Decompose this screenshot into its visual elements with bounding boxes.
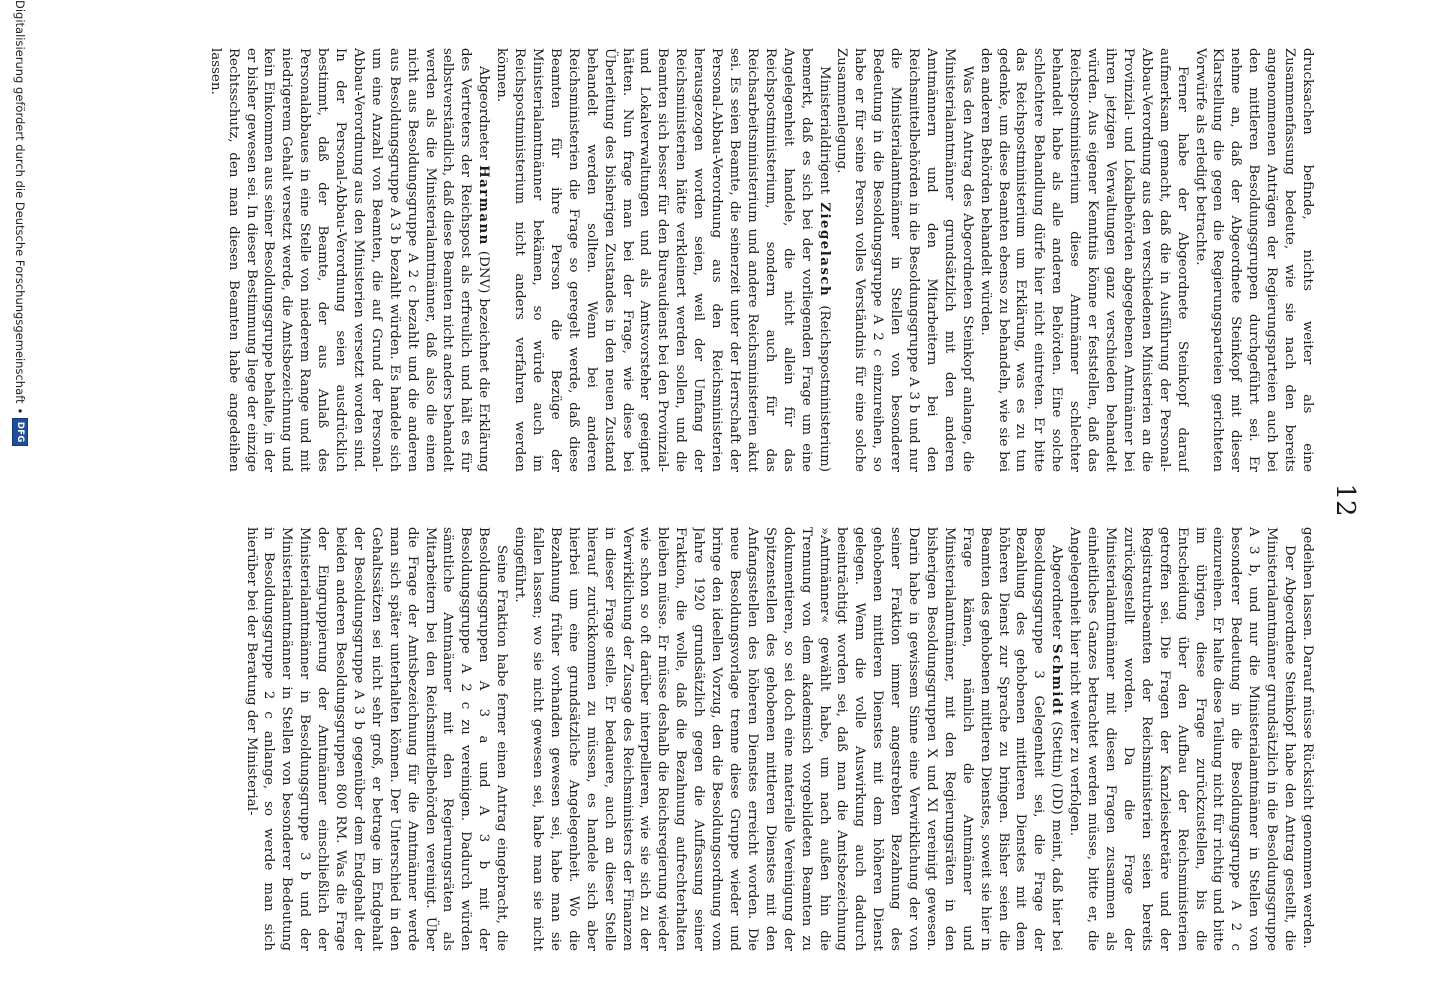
paragraph: Der Abgeordnete Steinkopf habe den Antrag gestellt, die Ministerialamtmänner grundsätzlich in die Besoldungsgruppe A 3 b, und nur die Ministerialamtmänner in Stellen von besonderer Bedeutung in die Besoldungsgruppe A 2 c einzureihen. Er halte diese Teilung nicht für richtig und bitte im übrigen, diese Frage zurückzustellen, bis die Entscheidung über den Aufbau der Reichsministerien getroffen sei. Die Fragen der Kanzleisekretäre und der Registraturbeamten der Reichsministerien seien bereits zurückgestellt worden. Da die Frage der Ministerialamtmänner mit diesen Fragen zusammen als einheitliches Ganzes betrachtet werden müsse, bitte er, die Angelegenheit hier nicht weiter zu verfolgen.	[1067, 527, 1298, 951]
speaker-name: Harmann	[476, 165, 492, 246]
left-column	[141, 48, 1316, 472]
dfg-logo-icon: DFG	[12, 418, 28, 446]
speaker-title: Abgeordneter	[476, 66, 492, 160]
speaker-title: Ministerialdirigent	[816, 66, 832, 195]
footer-separator: •	[13, 407, 27, 415]
paragraph: gedeihen lassen. Darauf müsse Rücksicht genommen werden.	[1300, 527, 1315, 949]
paragraph: Was den Antrag des Abgeordneten Steinkopf anlange, die Ministerialamtmänner grundsätzlich mit den anderen Amtmännern und den Mitarbeitern bei den Reichsmittelbehörden in die Besoldungsgruppe A 3 b und nur die Ministerialamtmänner in Stellen von besonderer Bedeutung in die Besoldungsgruppe A 2 c einzureihen, so habe er für seine Person volles Verständnis für eine solche Zusammenlegung.	[834, 48, 975, 472]
paragraph	[492, 48, 832, 472]
paragraph: drucksachen befinde, nichts weiter als eine Zusammenfassung bedeute, wie sie nach den bereits angenommenen Anträgen der Regierungsparteien auch bei den mittleren Besoldungsgruppen durchgeführt sei. Er nehme an, daß der Abgeordnete Steinkopf mit dieser Klarstellung die gegen die Regierungsparteien gerichteten Vorwürfe als erledigt betrachte.	[1192, 48, 1315, 472]
right-column	[141, 527, 1316, 951]
speaker-name: Schmidt	[1049, 643, 1065, 717]
footer-text: Digitalisierung gefördert durch die Deutsche Forschungsgemeinschaft	[13, 0, 27, 404]
paragraph: Seine Fraktion habe ferner einen Antrag eingebracht, die Besoldungsgruppen A 3 a und A 3 b mit der Besoldungsgruppe A 2 c zu vereinigen. Dadurch würden sämtliche Amtmänner mit den Regierungsräten als Mitarbeitern bei den Reichsmittelbehörden vereinigt. Über die Frage der Amtsbezeichnung für die Amtmänner werde man sich später unterhalten können. Der Unterschied in den Gehaltssätzen sei nicht sehr groß, er betrage im Endgehalt der Besoldungsgruppe A 3 b gegenüber dem Endgehalt der beiden anderen Besoldungsgruppen 800 RM. Was die Frage der Eingruppierung der Amtmänner einschließlich der Ministerialamtmänner in Besoldungsgruppe 3 b und der Ministerialamtmänner in Stellen von besonderer Bedeutung in Besoldungsgruppe 2 c anlange, so werde man sich hierüber bei der Beratung der Ministerial-	[243, 527, 510, 951]
speaker-title: Abgeordneter	[1049, 545, 1065, 639]
digitization-footer	[8, 0, 32, 446]
paragraph-text: (Reichspostministerium) bemerkt, daß es sich bei der vorliegenden Frage um eine Angelegenheit handele, die nicht allein für das Reichspostministerium, sondern auch für das Reichsarbeitsministerium und andere Reichsministerien akut sei. Es seien Beamte, die seinerzeit unter der Herrschaft der Personal-Abbau-Verordnung aus den Reichsministerien herausgezogen worden seien, weil der Umfang der Reichsministerien hätte verkleinert werden sollen, und die Beamten sich besser für den Bureaudienst bei den Provinzial- und Lokalverwaltungen und als Amtsvorsteher geeignet hätten. Nun frage man bei der Frage, wie diese bei Überleitung des bisherigen Zustandes in den neuen Zustand behandelt werden sollten. Wenn bei anderen Reichsministerien die Frage so geregelt werde, daß diese Beamten für ihre Person die Bezüge der Ministerialamtmänner bekämen, so würde auch im Reichspostministerium nicht anders verfahren werden können.	[494, 48, 832, 472]
paragraph	[510, 527, 1065, 951]
paragraph: Ferner habe der Abgeordnete Steinkopf darauf aufmerksam gemacht, daß die in Ausführung der Personal-Abbau-Verordnung aus den verschiedenen Ministerien an die Provinzial- und Lokalbehörden abgegebenen Amtmänner bei ihren jetzigen Verwaltungen ganz verschieden behandelt würden. Aus eigener Kenntnis könne er feststellen, daß das Reichspostministerium diese Amtmänner schlechter behandelt habe als alle anderen Behörden. Eine solche schlechtere Behandlung dürfe hier nicht eintreten. Er bitte das Reichspostministerium um Erklärung, was es zu tun gedenke, um diese Beamten ebenso zu behandeln, wie sie bei den anderen Behörden behandelt würden.	[977, 48, 1190, 472]
page-number: 12	[1330, 483, 1360, 517]
paragraph-text: (Stettin) (DD) meint, daß hier bei Besoldungsgruppe 3 Gelegenheit sei, die Frage der Bezahlung des gehobenen mittleren Dienstes mit dem höheren Dienst zur Sprache zu bringen. Bisher seien die Beamten des gehobenen mittleren Dienstes, soweit sie hier in Frage kämen, nämlich die Amtmänner und Ministerialamtmänner, mit den Regierungsräten in den bisherigen Besoldungsgruppen X und XI vereinigt gewesen. Darin habe in gewissem Sinne eine Verwirklichung der von seiner Fraktion immer angestrebten Bezahnung des gehobenen mittleren Dienstes mit dem höheren Dienst gelegen. Wenn die volle Auswirkung auch dadurch beeinträchtigt worden sei, daß man die Amtsbezeichnung »Amtmänner« gewählt habe, um nach außen hin die Trennung von dem akademisch vorgebildeten Beamten zu dokumentieren, so sei doch eine materielle Vereinigung der Spitzenstellen des gehobenen mittleren Dienstes mit den Anfangsstellen des höheren Dienstes erreicht worden. Die neue Besoldungsvorlage trenne diese Gruppe wieder und bringe den ideellen Vorzug, den die Besoldungsordnung vom Jahre 1920 grundsätzlich gegen die Auffassung seiner Fraktion, die wolle, daß die Bezahnung aufrechterhalten bleiben müsse. Er müsse deshalb die Reichsregierung wieder wie schon so oft darüber interpellieren, wie sie sich zu der Verwirklichung der Zusage des Reichsministers der Finanzen in dieser Frage stelle. Er bedauere, auch an dieser Stelle hierauf zurückkommen zu müssen, es handele sich aber hierbei um eine grundsätzliche Angelegenheit. Wo die Bezahnung früher vorhanden gewesen sei, habe man sie fallen lassen; wo sie nicht gewesen sei, habe man sie nicht eingeführt.	[512, 527, 1065, 951]
speaker-name: Ziegelasch	[816, 202, 832, 298]
paragraph	[206, 48, 493, 472]
paragraph-text: (DNV) bezeichnet die Erklärung des Vertreters der Reichspost als erfreulich und hält es für selbstverständlich, daß diese Beamten nicht anders behandelt werden als die Ministerialamtmänner, daß also die einen nicht aus Besoldungsgruppe A 2 c bezahlt und die anderen aus Besoldungsgruppe A 3 b bezahlt würden. Es handele sich um eine Anzahl von Beamten, die auf Grund der Personal-Abbau-Verordnung aus den Ministerien versetzt worden sind. In der Personal-Abbau-Verordnung seien ausdrücklich bestimmt, daß der Beamte, der aus Anlaß des Personalabbaues in eine Stelle von niederem Range und mit niedrigerem Gehalt versetzt werde, die Amtsbezeichnung und kein Einkommen aus seiner Besoldungsgruppe behalte, in der er bisher gewesen sei. In dieser Bestimmung liege der einzige Rechtsschutz, den man diesen Beamten habe angedeihen lassen.	[207, 48, 492, 472]
